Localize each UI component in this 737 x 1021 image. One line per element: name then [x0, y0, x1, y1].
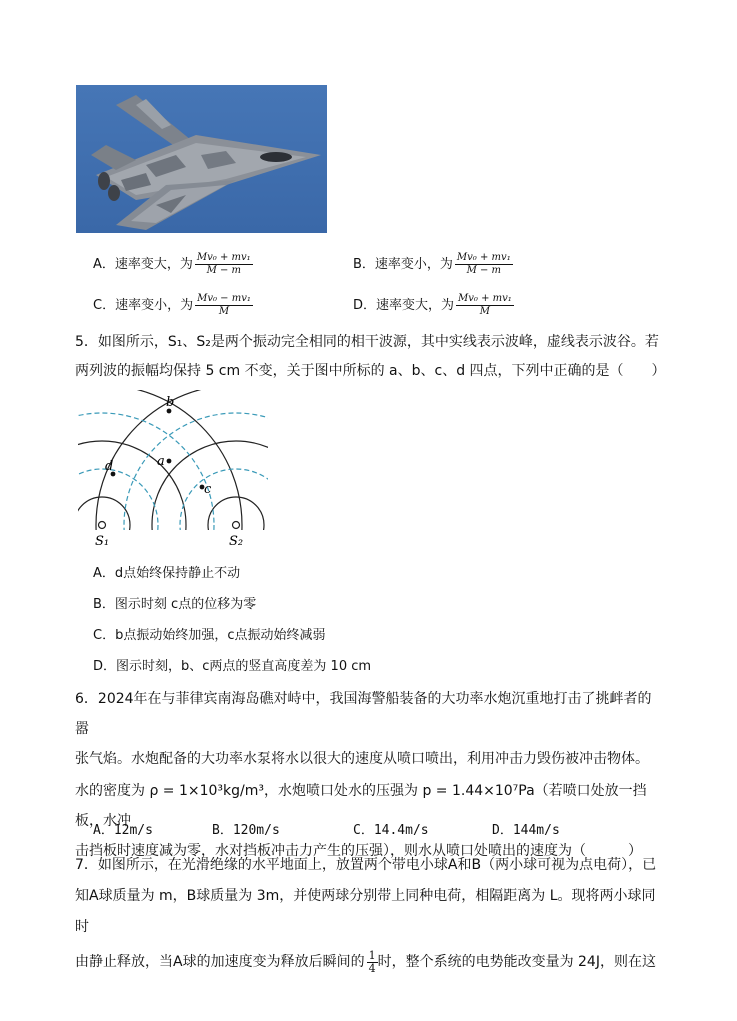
- q6-option-d[interactable]: D．144m/s: [492, 823, 560, 838]
- q4-option-b[interactable]: [353, 252, 513, 277]
- label-a: a: [157, 454, 165, 469]
- q5-option-a[interactable]: A．d点始终保持静止不动: [93, 566, 241, 581]
- q7-fraction-denominator: 4: [368, 961, 376, 975]
- q4-option-d-label: D．速率变大，为: [353, 298, 455, 313]
- q6-option-b[interactable]: B．120m/s: [212, 823, 280, 838]
- q4-option-b-numerator: Mv₀ + mv₁: [456, 252, 511, 263]
- q6-option-a[interactable]: A．12m/s: [93, 823, 153, 838]
- q6-stem-line-1: 6．2024年在与菲律宾南海岛礁对峙中，我国海警船装备的大功率水炮沉重地打击了挑衅者的嚣: [75, 691, 652, 737]
- q7-stem-line-3-part-2: 时，整个系统的电势能改变量为 24J，则在这: [377, 954, 656, 970]
- q7-stem-line-3: [75, 947, 665, 978]
- source-s2-marker: [233, 522, 240, 529]
- q5-option-b[interactable]: B．图示时刻 c点的位移为零: [93, 597, 257, 612]
- q7-quarter-fraction: [367, 950, 378, 975]
- label-s2: S₂: [229, 534, 244, 549]
- q5-option-d[interactable]: D．图示时刻，b、c两点的竖直高度差为 10 cm: [93, 659, 372, 674]
- q4-option-c-label: C．速率变小，为: [93, 298, 194, 313]
- label-b: b: [166, 395, 175, 410]
- q4-option-b-denominator: M − m: [466, 265, 502, 276]
- jet-photo: [76, 85, 327, 233]
- s2-trough-1: [180, 469, 268, 555]
- q4-option-d[interactable]: [353, 293, 514, 318]
- s2-crest-2: [152, 441, 268, 555]
- wave-interference-diagram: [78, 390, 268, 555]
- q6-stem-line-2: 张气焰。水炮配备的大功率水泵将水以很大的速度从喷口喷出，利用冲击力毁伤被冲击物体。: [75, 751, 649, 767]
- q5-option-c[interactable]: C．b点振动始终加强，c点振动始终减弱: [93, 628, 326, 643]
- q4-option-a-fraction: [195, 252, 253, 277]
- label-d: d: [105, 459, 114, 474]
- q6-stem-line-3: 水的密度为 ρ = 1×10³kg/m³，水炮喷口处水的压强为 p = 1.44×10⁷Pa（若喷口处放一挡板，水冲: [75, 783, 647, 829]
- q7-fraction-numerator: 1: [368, 948, 376, 962]
- q4-option-a-denominator: M − m: [206, 265, 242, 276]
- q4-option-b-fraction: [455, 252, 513, 277]
- q7-stem-line-1: 7．如图所示，在光滑绝缘的水平地面上，放置两个带电小球A和B（两小球可视为点电荷），已: [75, 857, 657, 873]
- s2-trough-2: [124, 413, 268, 555]
- q5-stem-line-2: 两列波的振幅均保持 5 cm 不变，关于图中所标的 a、b、c、d 四点，下列中正确的是（ ）: [75, 363, 666, 379]
- q4-option-a-numerator: Mv₀ + mv₁: [196, 252, 251, 263]
- q4-option-d-fraction: [456, 293, 514, 318]
- q4-option-b-label: B．速率变小，为: [353, 257, 453, 272]
- q4-option-a-label: A．速率变大，为: [93, 257, 193, 272]
- label-c: c: [204, 482, 212, 497]
- q4-option-a[interactable]: [93, 252, 253, 277]
- q5-stem: [75, 328, 665, 386]
- q6-option-c[interactable]: C．14.4m/s: [353, 823, 429, 838]
- s1-trough-1: [78, 469, 158, 555]
- q5-stem-line-1: 5．如图所示，S₁、S₂是两个振动完全相同的相干波源，其中实线表示波峰，虚线表示波谷。若: [75, 334, 659, 350]
- q7-stem: [75, 850, 665, 978]
- label-s1: S₁: [95, 534, 110, 549]
- q6-stem-line-4: 击挡板时速度减为零，水对挡板冲击力产生的压强），则水从喷口处喷出的速度为（ ）: [75, 843, 642, 859]
- q4-option-c-denominator: M: [218, 306, 230, 317]
- source-s1-marker: [99, 522, 106, 529]
- q7-stem-line-2: 知A球质量为 m，B球质量为 3m，并使两球分别带上同种电荷，相隔距离为 L。现将两小球同时: [75, 888, 656, 935]
- point-a-marker: [167, 459, 172, 464]
- q4-option-c[interactable]: [93, 293, 253, 318]
- q7-stem-line-3-part-1: 由静止释放，当A球的加速度变为释放后瞬间的: [75, 954, 365, 970]
- q4-option-d-denominator: M: [479, 306, 491, 317]
- fighter-jet-image: [76, 85, 327, 233]
- q4-option-d-numerator: Mv₀ + mv₁: [458, 293, 512, 304]
- q4-option-c-numerator: Mv₀ − mv₁: [197, 293, 251, 304]
- q4-option-c-fraction: [195, 293, 253, 318]
